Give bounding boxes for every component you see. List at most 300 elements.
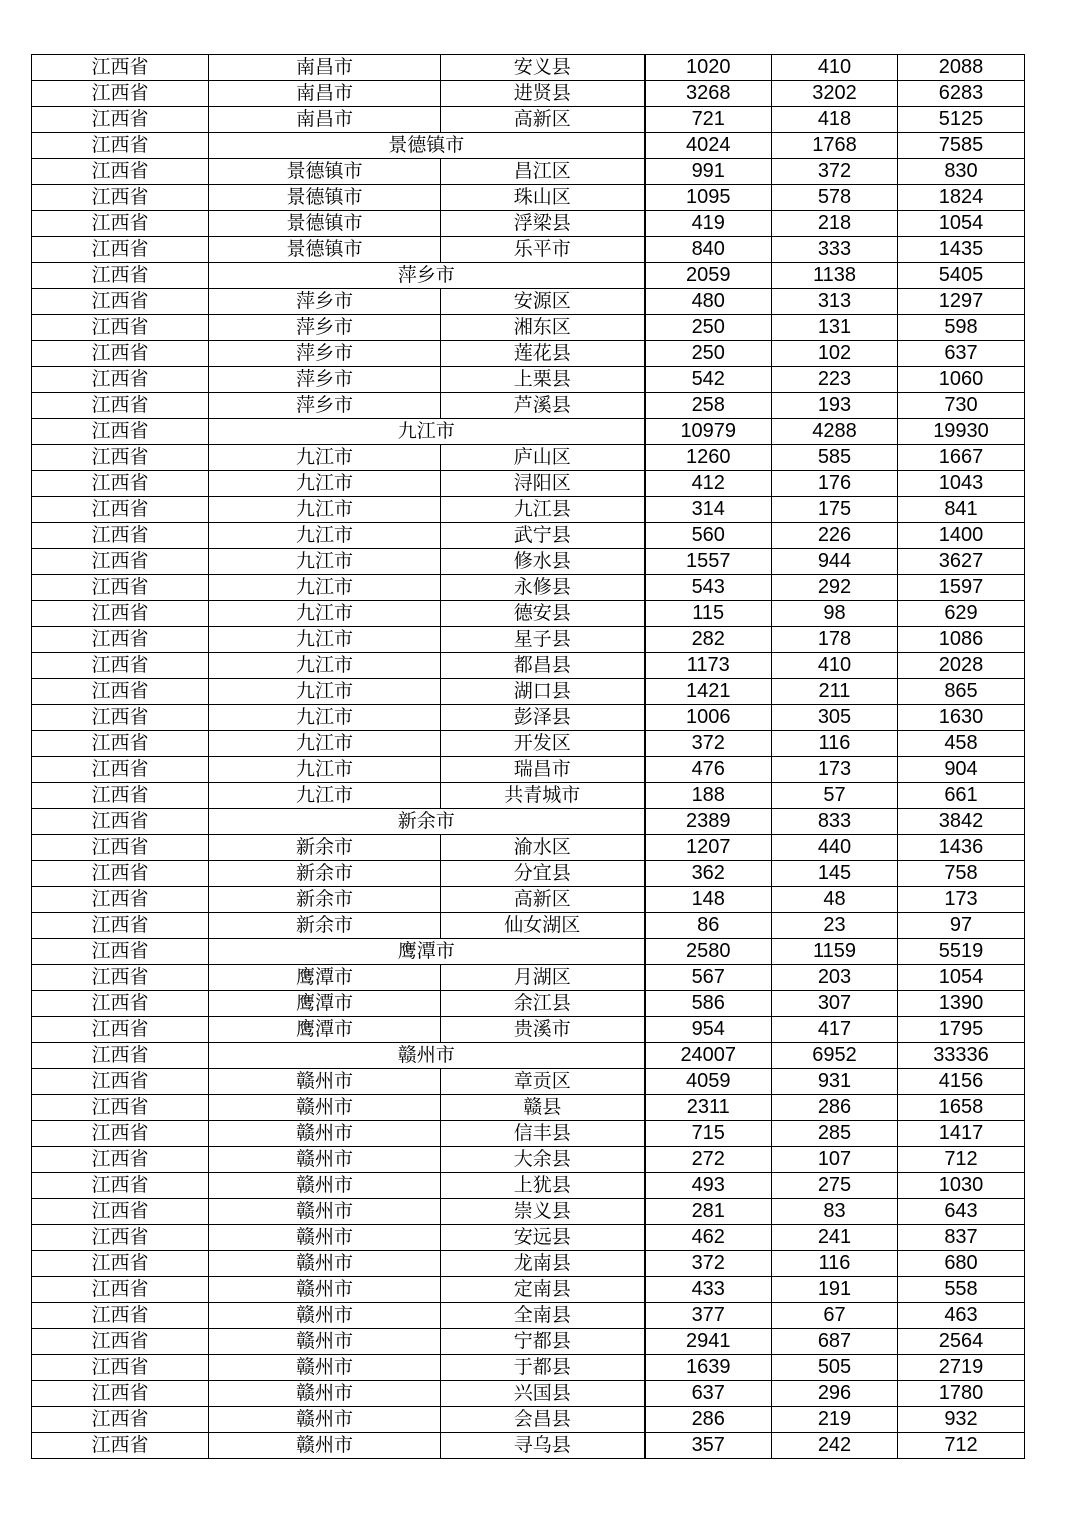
value-3-cell: 1780 <box>898 1381 1025 1407</box>
table-row-city-total <box>32 133 1025 159</box>
province-cell: 江西省 <box>32 1433 209 1459</box>
city-cell: 南昌市 <box>209 81 441 107</box>
city-cell: 萍乡市 <box>209 315 441 341</box>
city-cell: 九江市 <box>209 757 441 783</box>
table-row <box>32 679 1025 705</box>
value-3-cell: 1400 <box>898 523 1025 549</box>
value-3-cell: 1630 <box>898 705 1025 731</box>
province-cell: 江西省 <box>32 1355 209 1381</box>
value-1-cell: 480 <box>645 289 772 315</box>
value-1-cell: 286 <box>645 1407 772 1433</box>
value-3-cell: 1417 <box>898 1121 1025 1147</box>
value-3-cell: 680 <box>898 1251 1025 1277</box>
table-row <box>32 1199 1025 1225</box>
value-3-cell: 558 <box>898 1277 1025 1303</box>
province-cell: 江西省 <box>32 1043 209 1069</box>
value-1-cell: 715 <box>645 1121 772 1147</box>
value-1-cell: 10979 <box>645 419 772 445</box>
value-2-cell: 223 <box>772 367 898 393</box>
value-3-cell: 1795 <box>898 1017 1025 1043</box>
value-1-cell: 1095 <box>645 185 772 211</box>
province-cell: 江西省 <box>32 315 209 341</box>
city-cell: 九江市 <box>209 705 441 731</box>
province-cell: 江西省 <box>32 1147 209 1173</box>
city-cell: 赣州市 <box>209 1121 441 1147</box>
province-cell: 江西省 <box>32 367 209 393</box>
table-row <box>32 835 1025 861</box>
county-cell: 于都县 <box>441 1355 645 1381</box>
value-3-cell: 1043 <box>898 471 1025 497</box>
province-cell: 江西省 <box>32 1173 209 1199</box>
city-cell: 九江市 <box>209 679 441 705</box>
city-cell: 赣州市 <box>209 1277 441 1303</box>
county-cell: 湘东区 <box>441 315 645 341</box>
table-row <box>32 1095 1025 1121</box>
value-3-cell: 1297 <box>898 289 1025 315</box>
value-3-cell: 841 <box>898 497 1025 523</box>
value-3-cell: 865 <box>898 679 1025 705</box>
city-cell: 景德镇市 <box>209 237 441 263</box>
table-row <box>32 107 1025 133</box>
city-cell: 九江市 <box>209 549 441 575</box>
value-1-cell: 542 <box>645 367 772 393</box>
value-2-cell: 1768 <box>772 133 898 159</box>
table-row <box>32 1303 1025 1329</box>
value-3-cell: 1667 <box>898 445 1025 471</box>
province-cell: 江西省 <box>32 783 209 809</box>
value-2-cell: 418 <box>772 107 898 133</box>
table-row <box>32 575 1025 601</box>
province-cell: 江西省 <box>32 939 209 965</box>
value-2-cell: 203 <box>772 965 898 991</box>
value-3-cell: 1658 <box>898 1095 1025 1121</box>
province-cell: 江西省 <box>32 133 209 159</box>
value-3-cell: 932 <box>898 1407 1025 1433</box>
table-row <box>32 1251 1025 1277</box>
value-1-cell: 4024 <box>645 133 772 159</box>
province-cell: 江西省 <box>32 653 209 679</box>
city-cell: 南昌市 <box>209 55 441 81</box>
value-2-cell: 1159 <box>772 939 898 965</box>
value-3-cell: 2719 <box>898 1355 1025 1381</box>
value-2-cell: 193 <box>772 393 898 419</box>
value-2-cell: 211 <box>772 679 898 705</box>
county-cell: 贵溪市 <box>441 1017 645 1043</box>
value-3-cell: 97 <box>898 913 1025 939</box>
value-2-cell: 275 <box>772 1173 898 1199</box>
value-1-cell: 2059 <box>645 263 772 289</box>
county-cell: 安远县 <box>441 1225 645 1251</box>
value-2-cell: 98 <box>772 601 898 627</box>
value-1-cell: 372 <box>645 1251 772 1277</box>
city-cell: 鹰潭市 <box>209 1017 441 1043</box>
table-row-city-total <box>32 809 1025 835</box>
table-row <box>32 289 1025 315</box>
value-3-cell: 2088 <box>898 55 1025 81</box>
value-2-cell: 585 <box>772 445 898 471</box>
province-cell: 江西省 <box>32 289 209 315</box>
county-cell: 兴国县 <box>441 1381 645 1407</box>
county-cell: 昌江区 <box>441 159 645 185</box>
value-2-cell: 372 <box>772 159 898 185</box>
value-3-cell: 730 <box>898 393 1025 419</box>
value-1-cell: 258 <box>645 393 772 419</box>
value-3-cell: 7585 <box>898 133 1025 159</box>
province-cell: 江西省 <box>32 679 209 705</box>
value-1-cell: 1557 <box>645 549 772 575</box>
value-1-cell: 637 <box>645 1381 772 1407</box>
city-cell: 新余市 <box>209 835 441 861</box>
value-1-cell: 840 <box>645 237 772 263</box>
province-cell: 江西省 <box>32 81 209 107</box>
value-1-cell: 1639 <box>645 1355 772 1381</box>
province-cell: 江西省 <box>32 601 209 627</box>
value-1-cell: 250 <box>645 341 772 367</box>
value-2-cell: 6952 <box>772 1043 898 1069</box>
province-cell: 江西省 <box>32 1095 209 1121</box>
province-cell: 江西省 <box>32 1381 209 1407</box>
province-cell: 江西省 <box>32 1199 209 1225</box>
value-3-cell: 1435 <box>898 237 1025 263</box>
table-row <box>32 627 1025 653</box>
value-2-cell: 241 <box>772 1225 898 1251</box>
value-1-cell: 1260 <box>645 445 772 471</box>
county-cell: 寻乌县 <box>441 1433 645 1459</box>
value-2-cell: 687 <box>772 1329 898 1355</box>
province-cell: 江西省 <box>32 1407 209 1433</box>
county-cell: 乐平市 <box>441 237 645 263</box>
value-3-cell: 712 <box>898 1147 1025 1173</box>
value-2-cell: 417 <box>772 1017 898 1043</box>
value-3-cell: 173 <box>898 887 1025 913</box>
city-total-cell: 新余市 <box>209 809 645 835</box>
county-cell: 仙女湖区 <box>441 913 645 939</box>
value-1-cell: 1173 <box>645 653 772 679</box>
city-total-cell: 九江市 <box>209 419 645 445</box>
table-row <box>32 55 1025 81</box>
table-row-city-total <box>32 419 1025 445</box>
value-2-cell: 83 <box>772 1199 898 1225</box>
county-cell: 德安县 <box>441 601 645 627</box>
value-2-cell: 296 <box>772 1381 898 1407</box>
city-total-cell: 景德镇市 <box>209 133 645 159</box>
value-2-cell: 440 <box>772 835 898 861</box>
province-cell: 江西省 <box>32 1329 209 1355</box>
table-row <box>32 601 1025 627</box>
county-cell: 上栗县 <box>441 367 645 393</box>
table-row <box>32 1329 1025 1355</box>
value-1-cell: 493 <box>645 1173 772 1199</box>
table-row <box>32 523 1025 549</box>
county-cell: 庐山区 <box>441 445 645 471</box>
county-cell: 信丰县 <box>441 1121 645 1147</box>
value-2-cell: 218 <box>772 211 898 237</box>
value-2-cell: 116 <box>772 1251 898 1277</box>
province-cell: 江西省 <box>32 1303 209 1329</box>
value-2-cell: 178 <box>772 627 898 653</box>
province-cell: 江西省 <box>32 731 209 757</box>
county-cell: 星子县 <box>441 627 645 653</box>
value-2-cell: 107 <box>772 1147 898 1173</box>
table-row-city-total <box>32 263 1025 289</box>
city-cell: 九江市 <box>209 627 441 653</box>
county-cell: 彭泽县 <box>441 705 645 731</box>
city-cell: 新余市 <box>209 913 441 939</box>
value-3-cell: 637 <box>898 341 1025 367</box>
value-3-cell: 3627 <box>898 549 1025 575</box>
value-1-cell: 115 <box>645 601 772 627</box>
city-cell: 九江市 <box>209 523 441 549</box>
value-2-cell: 313 <box>772 289 898 315</box>
province-cell: 江西省 <box>32 393 209 419</box>
value-2-cell: 131 <box>772 315 898 341</box>
value-2-cell: 191 <box>772 1277 898 1303</box>
city-cell: 赣州市 <box>209 1069 441 1095</box>
value-3-cell: 3842 <box>898 809 1025 835</box>
province-cell: 江西省 <box>32 159 209 185</box>
province-cell: 江西省 <box>32 445 209 471</box>
city-cell: 赣州市 <box>209 1251 441 1277</box>
table-row <box>32 445 1025 471</box>
city-cell: 九江市 <box>209 497 441 523</box>
value-1-cell: 543 <box>645 575 772 601</box>
value-2-cell: 67 <box>772 1303 898 1329</box>
value-2-cell: 292 <box>772 575 898 601</box>
value-2-cell: 833 <box>772 809 898 835</box>
county-cell: 浮梁县 <box>441 211 645 237</box>
county-cell: 湖口县 <box>441 679 645 705</box>
province-cell: 江西省 <box>32 1121 209 1147</box>
city-total-cell: 鹰潭市 <box>209 939 645 965</box>
county-cell: 分宜县 <box>441 861 645 887</box>
city-cell: 景德镇市 <box>209 211 441 237</box>
value-1-cell: 2580 <box>645 939 772 965</box>
province-cell: 江西省 <box>32 263 209 289</box>
value-1-cell: 1207 <box>645 835 772 861</box>
city-cell: 九江市 <box>209 575 441 601</box>
county-cell: 进贤县 <box>441 81 645 107</box>
county-cell: 大余县 <box>441 1147 645 1173</box>
value-1-cell: 1020 <box>645 55 772 81</box>
value-1-cell: 377 <box>645 1303 772 1329</box>
province-cell: 江西省 <box>32 1225 209 1251</box>
table-row <box>32 159 1025 185</box>
value-3-cell: 1054 <box>898 211 1025 237</box>
county-cell: 共青城市 <box>441 783 645 809</box>
table-row <box>32 1069 1025 1095</box>
province-cell: 江西省 <box>32 913 209 939</box>
province-cell: 江西省 <box>32 1251 209 1277</box>
table-row <box>32 81 1025 107</box>
value-2-cell: 102 <box>772 341 898 367</box>
value-1-cell: 586 <box>645 991 772 1017</box>
county-cell: 都昌县 <box>441 653 645 679</box>
value-3-cell: 2028 <box>898 653 1025 679</box>
county-cell: 莲花县 <box>441 341 645 367</box>
value-2-cell: 145 <box>772 861 898 887</box>
table-row <box>32 1017 1025 1043</box>
data-table <box>31 54 1025 1459</box>
table-row <box>32 237 1025 263</box>
value-2-cell: 23 <box>772 913 898 939</box>
county-cell: 安源区 <box>441 289 645 315</box>
province-cell: 江西省 <box>32 965 209 991</box>
table-row <box>32 783 1025 809</box>
table-row <box>32 497 1025 523</box>
city-total-cell: 萍乡市 <box>209 263 645 289</box>
value-2-cell: 4288 <box>772 419 898 445</box>
county-cell: 会昌县 <box>441 1407 645 1433</box>
province-cell: 江西省 <box>32 419 209 445</box>
county-cell: 九江县 <box>441 497 645 523</box>
value-1-cell: 567 <box>645 965 772 991</box>
value-2-cell: 286 <box>772 1095 898 1121</box>
value-2-cell: 305 <box>772 705 898 731</box>
table-row <box>32 1407 1025 1433</box>
city-cell: 赣州市 <box>209 1329 441 1355</box>
city-cell: 景德镇市 <box>209 185 441 211</box>
value-2-cell: 176 <box>772 471 898 497</box>
county-cell: 开发区 <box>441 731 645 757</box>
county-cell: 安义县 <box>441 55 645 81</box>
city-cell: 赣州市 <box>209 1303 441 1329</box>
value-1-cell: 3268 <box>645 81 772 107</box>
value-3-cell: 661 <box>898 783 1025 809</box>
value-2-cell: 307 <box>772 991 898 1017</box>
table-row-city-total <box>32 939 1025 965</box>
province-cell: 江西省 <box>32 237 209 263</box>
table-row <box>32 705 1025 731</box>
value-1-cell: 281 <box>645 1199 772 1225</box>
value-3-cell: 5405 <box>898 263 1025 289</box>
value-1-cell: 412 <box>645 471 772 497</box>
city-cell: 萍乡市 <box>209 393 441 419</box>
city-cell: 九江市 <box>209 731 441 757</box>
value-1-cell: 1006 <box>645 705 772 731</box>
value-2-cell: 3202 <box>772 81 898 107</box>
value-3-cell: 4156 <box>898 1069 1025 1095</box>
province-cell: 江西省 <box>32 211 209 237</box>
value-2-cell: 1138 <box>772 263 898 289</box>
table-row <box>32 757 1025 783</box>
table-row <box>32 1173 1025 1199</box>
value-1-cell: 560 <box>645 523 772 549</box>
province-cell: 江西省 <box>32 809 209 835</box>
table-row <box>32 1147 1025 1173</box>
value-1-cell: 462 <box>645 1225 772 1251</box>
county-cell: 定南县 <box>441 1277 645 1303</box>
table-row <box>32 1381 1025 1407</box>
city-cell: 南昌市 <box>209 107 441 133</box>
city-cell: 赣州市 <box>209 1147 441 1173</box>
province-cell: 江西省 <box>32 185 209 211</box>
table-row-city-total <box>32 1043 1025 1069</box>
city-cell: 九江市 <box>209 471 441 497</box>
value-2-cell: 931 <box>772 1069 898 1095</box>
county-cell: 月湖区 <box>441 965 645 991</box>
table-row <box>32 913 1025 939</box>
city-cell: 九江市 <box>209 653 441 679</box>
table-row <box>32 1355 1025 1381</box>
province-cell: 江西省 <box>32 549 209 575</box>
table-row <box>32 341 1025 367</box>
value-3-cell: 1390 <box>898 991 1025 1017</box>
city-cell: 鹰潭市 <box>209 991 441 1017</box>
value-2-cell: 116 <box>772 731 898 757</box>
city-cell: 萍乡市 <box>209 341 441 367</box>
table-row <box>32 991 1025 1017</box>
value-3-cell: 2564 <box>898 1329 1025 1355</box>
city-cell: 赣州市 <box>209 1381 441 1407</box>
table-body <box>32 55 1025 1459</box>
value-2-cell: 944 <box>772 549 898 575</box>
value-1-cell: 2389 <box>645 809 772 835</box>
county-cell: 上犹县 <box>441 1173 645 1199</box>
value-3-cell: 5125 <box>898 107 1025 133</box>
value-3-cell: 1824 <box>898 185 1025 211</box>
table-row <box>32 1433 1025 1459</box>
county-cell: 章贡区 <box>441 1069 645 1095</box>
value-2-cell: 173 <box>772 757 898 783</box>
value-1-cell: 362 <box>645 861 772 887</box>
value-2-cell: 242 <box>772 1433 898 1459</box>
value-2-cell: 57 <box>772 783 898 809</box>
table-row <box>32 1121 1025 1147</box>
value-2-cell: 410 <box>772 653 898 679</box>
value-1-cell: 314 <box>645 497 772 523</box>
city-total-cell: 赣州市 <box>209 1043 645 1069</box>
value-3-cell: 33336 <box>898 1043 1025 1069</box>
county-cell: 全南县 <box>441 1303 645 1329</box>
city-cell: 赣州市 <box>209 1225 441 1251</box>
table-row <box>32 549 1025 575</box>
value-1-cell: 419 <box>645 211 772 237</box>
county-cell: 宁都县 <box>441 1329 645 1355</box>
value-1-cell: 282 <box>645 627 772 653</box>
province-cell: 江西省 <box>32 471 209 497</box>
value-1-cell: 24007 <box>645 1043 772 1069</box>
table-row <box>32 393 1025 419</box>
province-cell: 江西省 <box>32 705 209 731</box>
province-cell: 江西省 <box>32 835 209 861</box>
city-cell: 新余市 <box>209 861 441 887</box>
value-1-cell: 272 <box>645 1147 772 1173</box>
value-3-cell: 643 <box>898 1199 1025 1225</box>
value-3-cell: 629 <box>898 601 1025 627</box>
value-3-cell: 1436 <box>898 835 1025 861</box>
value-3-cell: 904 <box>898 757 1025 783</box>
province-cell: 江西省 <box>32 861 209 887</box>
city-cell: 萍乡市 <box>209 367 441 393</box>
value-1-cell: 4059 <box>645 1069 772 1095</box>
value-1-cell: 433 <box>645 1277 772 1303</box>
value-2-cell: 219 <box>772 1407 898 1433</box>
value-1-cell: 991 <box>645 159 772 185</box>
province-cell: 江西省 <box>32 107 209 133</box>
city-cell: 赣州市 <box>209 1095 441 1121</box>
value-2-cell: 333 <box>772 237 898 263</box>
city-cell: 九江市 <box>209 445 441 471</box>
value-1-cell: 188 <box>645 783 772 809</box>
value-1-cell: 357 <box>645 1433 772 1459</box>
value-2-cell: 48 <box>772 887 898 913</box>
province-cell: 江西省 <box>32 575 209 601</box>
value-3-cell: 830 <box>898 159 1025 185</box>
table-row <box>32 653 1025 679</box>
county-cell: 永修县 <box>441 575 645 601</box>
province-cell: 江西省 <box>32 887 209 913</box>
province-cell: 江西省 <box>32 757 209 783</box>
